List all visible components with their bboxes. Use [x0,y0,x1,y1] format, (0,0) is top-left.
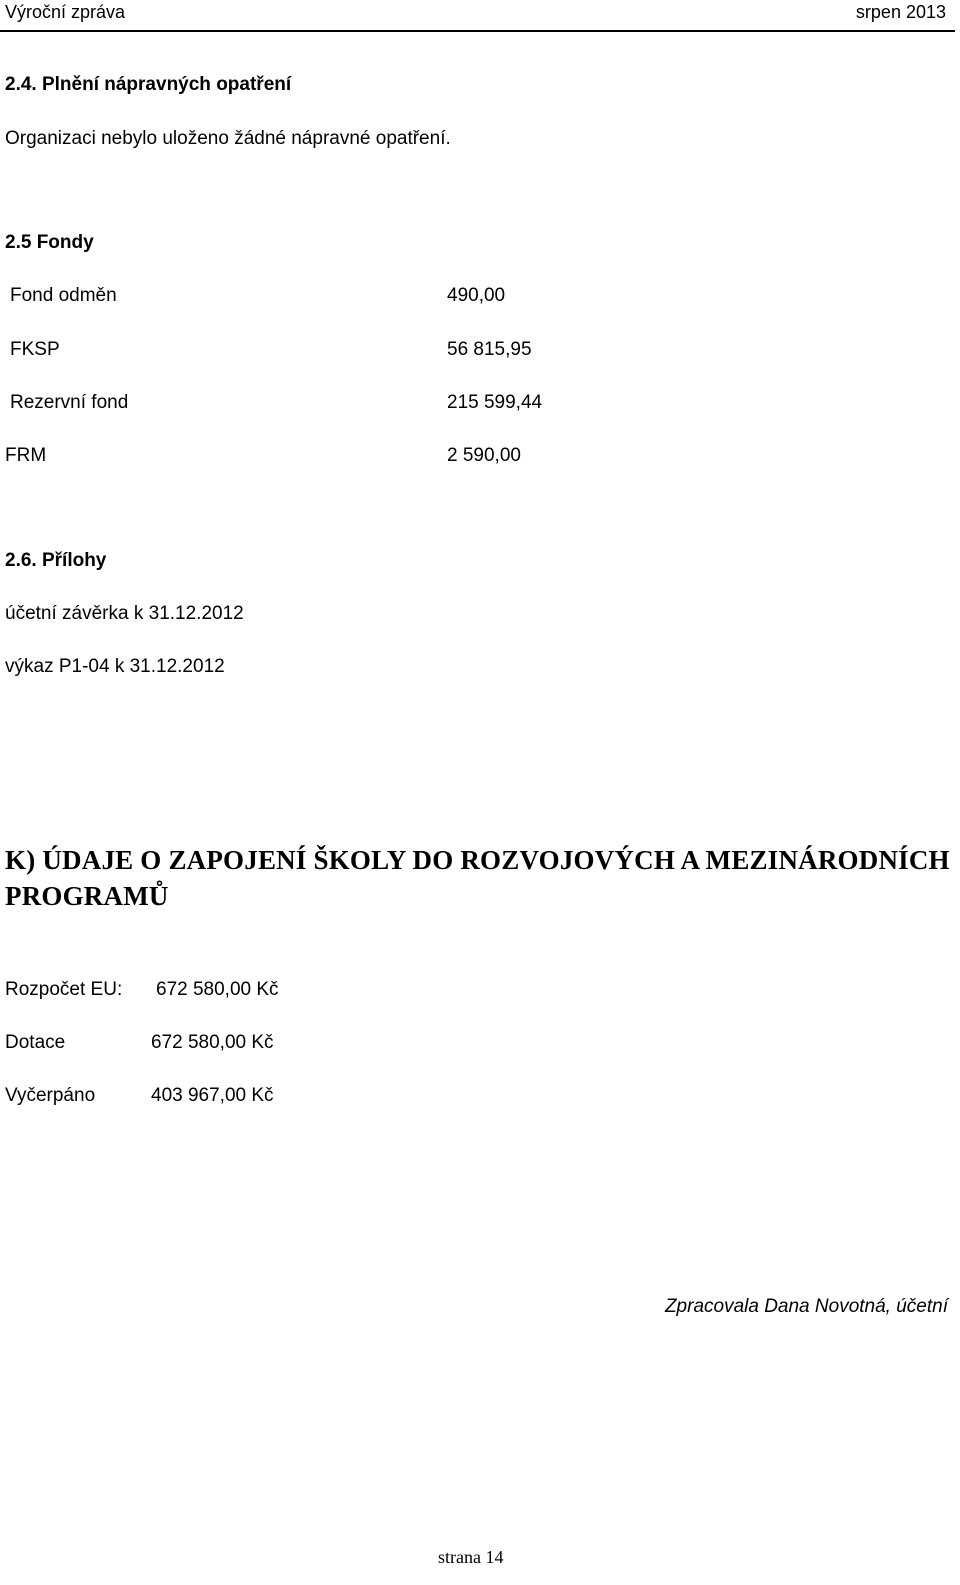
attachment-item: výkaz P1-04 k 31.12.2012 [5,656,225,677]
program-value: 672 580,00 Kč [156,979,279,1000]
program-value: 672 580,00 Kč [151,1032,274,1053]
program-value: 403 967,00 Kč [151,1085,274,1106]
section-2-4-heading: 2.4. Plnění nápravných opatření [5,74,292,95]
program-label: Vyčerpáno [5,1085,96,1106]
section-2-6-heading: 2.6. Přílohy [5,550,107,571]
document-header-date: srpen 2013 [855,2,946,22]
section-k-heading-line2: PROGRAMŮ [5,881,169,911]
page-number: strana 14 [438,1547,504,1567]
section-k-heading-line1: K) ÚDAJE O ZAPOJENÍ ŠKOLY DO ROZVOJOVÝCH A MEZINÁRODNÍCH [5,845,950,875]
fund-value: 56 815,95 [447,339,532,360]
fund-value: 215 599,44 [447,392,543,413]
fund-value: 2 590,00 [447,445,521,466]
section-2-4-text: Organizaci nebylo uloženo žádné nápravné opatření. [5,128,451,149]
document-header-title: Výroční zpráva [5,2,126,22]
program-label: Rozpočet EU: [5,979,123,1000]
attachment-item: účetní závěrka k 31.12.2012 [5,603,244,624]
fund-label: FKSP [10,339,60,360]
program-label: Dotace [5,1032,66,1053]
fund-label: Fond odměn [10,285,117,306]
fund-label: FRM [5,445,47,466]
section-2-5-heading: 2.5 Fondy [5,232,94,253]
signature-line: Zpracovala Dana Novotná, účetní [664,1296,948,1317]
fund-label: Rezervní fond [10,392,129,413]
header-divider [0,30,955,32]
fund-value: 490,00 [447,285,506,306]
